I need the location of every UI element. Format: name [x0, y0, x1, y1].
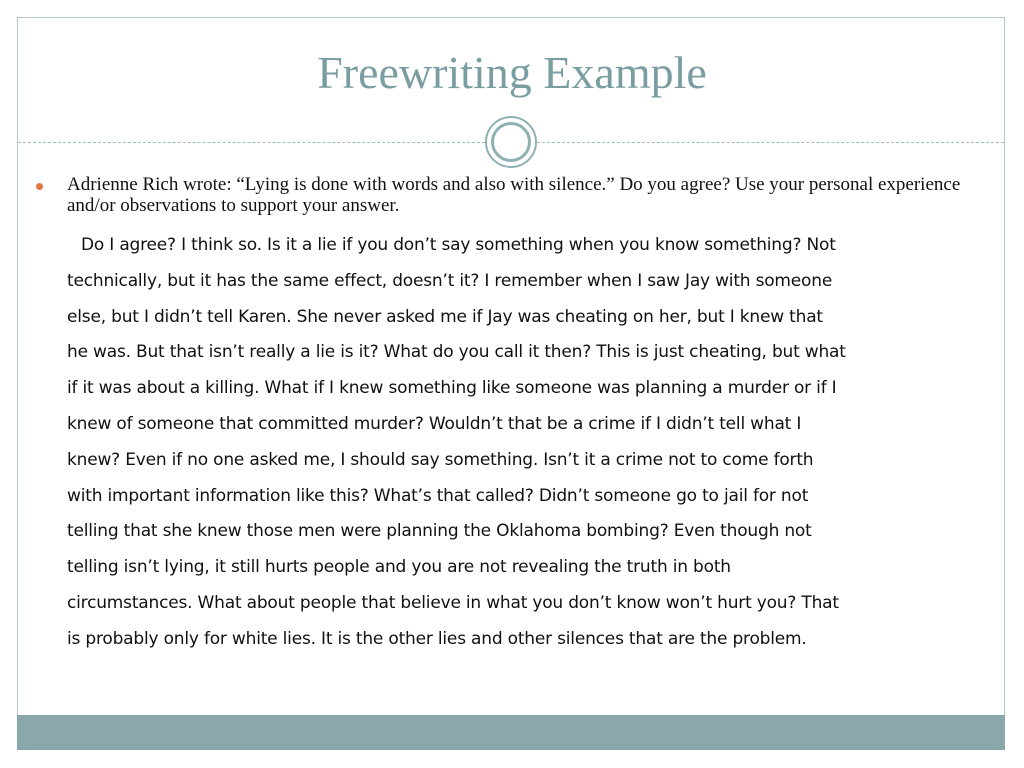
freewrite-line: is probably only for white lies. It is the other lies and other silences that are the problem. [67, 628, 807, 649]
freewrite-line: circumstances. What about people that believe in what you don’t know won’t hurt you? That [67, 592, 839, 613]
freewrite-text-block [67, 228, 992, 658]
freewrite-line: technically, but it has the same effect, doesn’t it? I remember when I saw Jay with someone [67, 270, 833, 291]
freewrite-line: else, but I didn’t tell Karen. She never asked me if Jay was cheating on her, but I knew that [67, 306, 823, 327]
freewrite-line: if it was about a killing. What if I knew something like someone was planning a murder or if I [67, 378, 837, 399]
slide-title: Freewriting Example [317, 47, 707, 98]
circle-ornament-icon [485, 116, 537, 168]
freewrite-line: telling isn’t lying, it still hurts people and you are not revealing the truth in both [67, 557, 731, 578]
freewrite-line: knew of someone that committed murder? Wouldn’t that be a crime if I didn’t tell what I [67, 413, 802, 434]
freewrite-line: with important information like this? What’s that called? Didn’t someone go to jail for not [67, 485, 809, 506]
footer-bar [17, 715, 1005, 750]
freewrite-line: knew? Even if no one asked me, I should say something. Isn’t it a crime not to come forth [67, 449, 814, 470]
freewrite-line: Do I agree? I think so. Is it a lie if you don’t say something when you know something? Not [81, 235, 836, 255]
freewrite-line: telling that she knew those men were planning the Oklahoma bombing? Even though not [67, 521, 812, 542]
bullet-dot-icon [36, 183, 43, 190]
bullet-prompt-text: Adrienne Rich wrote: “Lying is done with words and also with silence.” Do you agree? Use your personal experience and/or observations to support your answer. [67, 174, 961, 216]
freewrite-line: he was. But that isn’t really a lie is it? What do you call it then? This is just cheating, but what [67, 342, 846, 363]
